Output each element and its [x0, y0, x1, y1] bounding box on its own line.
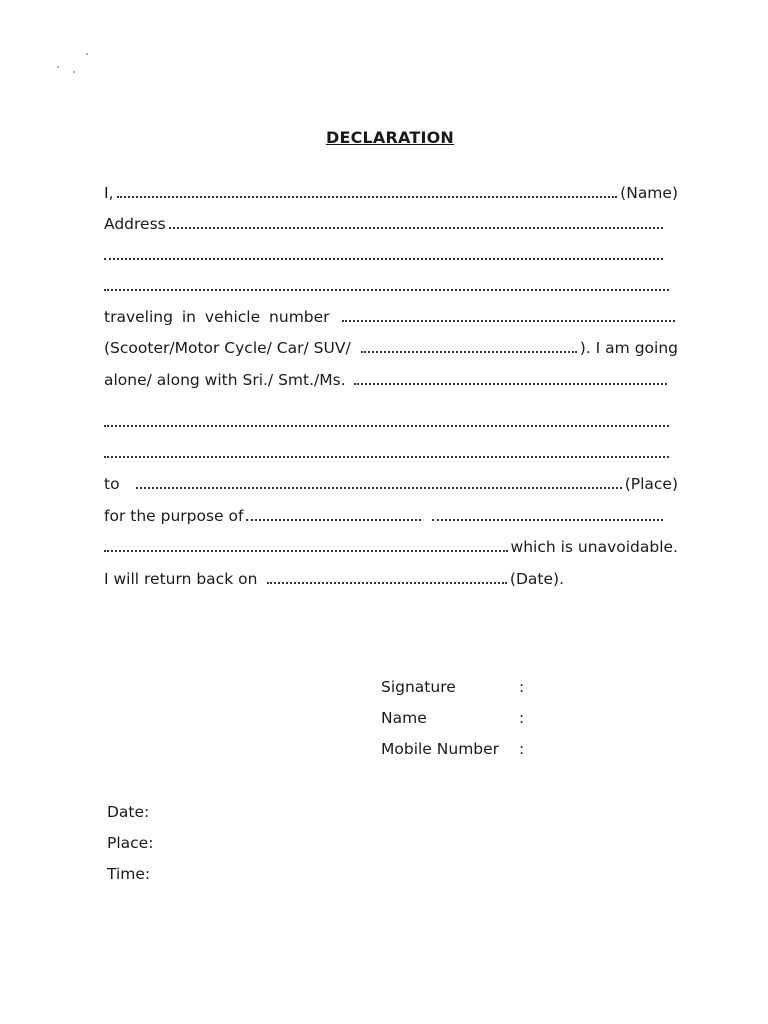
- scan-speck: [73, 71, 75, 73]
- footer-date[interactable]: Date:: [107, 803, 150, 821]
- purpose-blank-1[interactable]: [246, 518, 421, 521]
- purpose-blank-2[interactable]: [432, 518, 663, 521]
- name-blank[interactable]: [117, 195, 618, 198]
- signature-colon[interactable]: :: [519, 678, 525, 696]
- address-line-1: [104, 211, 666, 233]
- scan-speck: [86, 53, 88, 55]
- vehicle-suffix: ). I am going: [579, 339, 678, 357]
- destination-blank[interactable]: [136, 486, 622, 489]
- signature-name-colon[interactable]: :: [519, 709, 525, 727]
- name-line: [104, 180, 678, 202]
- mobile-number-row: [381, 740, 541, 762]
- signature-row: [381, 678, 541, 700]
- name-suffix: (Name): [620, 184, 678, 202]
- signature-name-row: [381, 709, 541, 731]
- return-date-blank[interactable]: [267, 581, 507, 584]
- vehicle-label: traveling in vehicle number: [104, 308, 330, 326]
- vehicle-types: (Scooter/Motor Cycle/ Car/ SUV/: [104, 339, 351, 357]
- scan-speck: [57, 66, 59, 68]
- vehicle-type-line: [104, 335, 678, 357]
- address-blank-2[interactable]: [104, 257, 663, 260]
- purpose-blank-3[interactable]: [104, 549, 508, 552]
- name-prefix: I,: [104, 184, 114, 202]
- address-line-2: [104, 242, 666, 264]
- purpose-label: for the purpose of: [104, 507, 244, 525]
- companion-blank-2[interactable]: [104, 424, 669, 427]
- address-label: Address: [104, 215, 166, 233]
- signature-label: Signature: [381, 678, 456, 696]
- vehicle-number-blank[interactable]: [342, 319, 675, 322]
- address-blank-1[interactable]: [169, 226, 663, 229]
- vehicle-line: [104, 304, 678, 326]
- return-suffix: (Date).: [509, 570, 564, 588]
- companion-blank-3[interactable]: [104, 455, 669, 458]
- companion-line: [104, 367, 670, 389]
- address-blank-3[interactable]: [104, 288, 669, 291]
- mobile-number-colon[interactable]: :: [519, 740, 525, 758]
- document-title: DECLARATION: [325, 128, 455, 147]
- signature-name-label: Name: [381, 709, 427, 727]
- footer-place[interactable]: Place:: [107, 834, 154, 852]
- purpose-line: [104, 503, 666, 525]
- vehicle-type-blank[interactable]: [361, 350, 577, 353]
- address-line-3: [104, 273, 672, 295]
- destination-line: [104, 471, 678, 493]
- companion-line-3: [104, 440, 672, 462]
- purpose-suffix: which is unavoidable.: [510, 538, 678, 556]
- companion-blank-1[interactable]: [354, 382, 667, 385]
- footer-time[interactable]: Time:: [107, 865, 151, 883]
- purpose-line-2: [104, 534, 678, 556]
- companion-label: alone/ along with Sri./ Smt./Ms.: [104, 371, 346, 389]
- mobile-number-label: Mobile Number: [381, 740, 500, 758]
- companion-line-2: [104, 409, 672, 431]
- to-label: to: [104, 475, 120, 493]
- place-suffix: (Place): [624, 475, 678, 493]
- return-label: I will return back on: [104, 570, 258, 588]
- return-line: [104, 566, 564, 588]
